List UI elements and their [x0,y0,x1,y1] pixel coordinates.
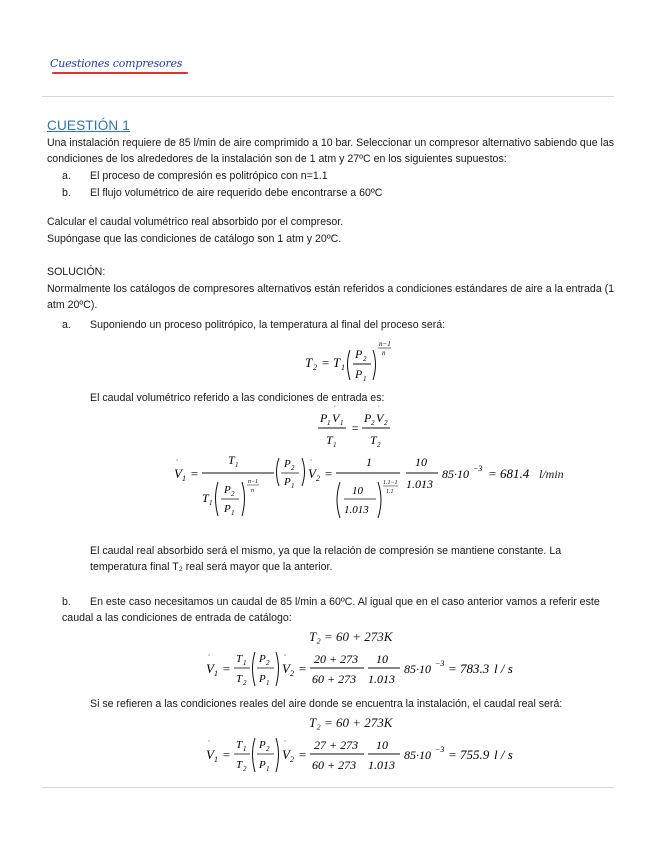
svg-text:n−1: n−1 [379,340,391,348]
equation-flow-b2 [204,732,534,783]
svg-text:T: T [228,453,235,467]
part-b-marker: b. [62,596,71,608]
svg-text:1.013: 1.013 [368,758,395,772]
eq-b1-numerator: 20 + 273 [314,652,359,666]
solution-intro: Normalmente los catálogos de compresores alternativos están referidos a condiciones estándares de aire a la entrada (1 atm 20ºC). [47,283,615,311]
eq-b2-numerator: 27 + 273 [314,738,359,752]
svg-text:1: 1 [243,745,247,753]
svg-text:T: T [236,673,243,685]
svg-text:n: n [251,488,254,494]
svg-text:P: P [259,759,266,771]
svg-text:1.1−1: 1.1−1 [383,480,398,486]
svg-text:V: V [282,661,290,676]
svg-text:=: = [488,466,497,481]
svg-text:2: 2 [313,363,317,372]
equation-t2-politropic [305,336,415,393]
solution-label: SOLUCIÓN: [47,266,106,278]
result-a-value: 681.4 [500,466,530,481]
svg-text:2: 2 [290,755,294,764]
svg-text:P: P [224,484,231,496]
svg-text:n−1: n−1 [248,479,259,485]
svg-text:V: V [376,411,384,425]
result-b2-value: 755.9 [460,747,490,762]
result-b2-unit: l / s [494,747,513,762]
svg-text:1: 1 [363,375,367,383]
svg-text:P: P [259,673,266,685]
svg-text:T: T [305,355,313,370]
svg-text:10: 10 [376,738,388,752]
svg-text:˙: ˙ [333,405,336,413]
svg-text:10: 10 [415,455,427,469]
svg-text:1.013: 1.013 [368,672,395,686]
svg-text:=: = [448,661,457,676]
svg-text:10: 10 [352,485,363,497]
svg-text:−3: −3 [473,464,483,473]
svg-text:1: 1 [291,482,295,490]
svg-text:1: 1 [214,669,218,678]
svg-text:=: = [222,747,231,762]
equation-flow-a [170,452,550,529]
svg-text:1: 1 [341,363,345,372]
bottom-divider [42,787,614,788]
part-a-conclusion: El caudal real absorbido será el mismo, ya que la relación de compresión se mantiene constante. La temperatura final T₂ real será mayor que la anterior. [90,545,562,573]
svg-text:−3: −3 [435,659,445,668]
svg-text:T: T [333,355,341,370]
equation-flow-b1 [204,646,534,697]
svg-text:1: 1 [327,419,331,427]
svg-text:2: 2 [371,419,375,427]
svg-text:10: 10 [376,652,388,666]
case-b-text: El flujo volumétrico de aire requerido debe encontrarse a 60ºC [90,187,383,199]
case-b [62,186,617,202]
svg-text:1: 1 [340,419,344,427]
svg-text:V: V [206,747,214,762]
svg-text:˙: ˙ [283,653,286,663]
svg-text:2: 2 [243,679,247,687]
case-b-marker: b. [62,187,71,199]
equation-ideal-gas [318,405,398,458]
svg-text:˙: ˙ [207,653,210,663]
svg-text:=: = [324,466,333,481]
svg-text:85·10: 85·10 [404,748,431,762]
svg-text:=: = [298,661,307,676]
svg-text:−3: −3 [435,745,445,754]
result-a-unit: l/min [539,467,564,481]
svg-text:P: P [355,367,363,381]
svg-text:2: 2 [231,490,235,498]
svg-text:P: P [259,653,266,665]
svg-text:2: 2 [290,669,294,678]
svg-text:=: = [351,421,360,435]
svg-text:˙: ˙ [175,458,178,468]
equation-t2-b2: T₂ = 60 + 273K [309,715,393,730]
equation-t2-b1: T₂ = 60 + 273K [309,629,393,644]
svg-text:=: = [321,355,330,370]
svg-text:V: V [332,411,340,425]
svg-text:1.013: 1.013 [344,504,369,516]
svg-text:1: 1 [214,755,218,764]
svg-text:T: T [370,433,377,447]
svg-text:P: P [259,739,266,751]
svg-text:85·10: 85·10 [404,662,431,676]
svg-text:T: T [236,759,243,771]
case-a-text: El proceso de compresión es politrópico con n=1.1 [90,170,328,182]
svg-text:˙: ˙ [309,458,312,468]
result-b1-unit: l / s [494,661,513,676]
part-b-text2: Si se refieren a las condiciones reales del aire donde se encuentra la instalación, el caudal real será: [90,698,563,710]
svg-text:2: 2 [363,355,367,363]
intro-paragraph: Una instalación requiere de 85 l/min de aire comprimido a 10 bar. Seleccionar un compresor alternativo sabiendo que las condiciones de los alrededores de la instalación son de 1 atm y 27ºC en los siguientes supuestos: [47,137,615,165]
part-a [62,318,617,334]
handwritten-heading: Cuestiones compresores [50,57,183,70]
result-b1-value: 783.3 [460,661,490,676]
svg-text:˙: ˙ [207,739,210,749]
svg-text:1: 1 [333,441,337,449]
svg-text:60 + 273: 60 + 273 [312,672,357,686]
svg-text:1: 1 [243,659,247,667]
question-title: CUESTIÓN 1 [47,118,131,133]
svg-text:˙: ˙ [377,405,380,413]
task-line-2: Supóngase que las condiciones de catálogo son 1 atm y 20ºC. [47,233,342,245]
svg-text:1.013: 1.013 [406,477,433,491]
svg-text:V: V [206,661,214,676]
svg-text:2: 2 [243,765,247,773]
svg-text:1: 1 [231,509,235,517]
top-divider [42,96,614,97]
svg-text:2: 2 [377,441,381,449]
svg-text:1: 1 [366,455,372,469]
svg-text:=: = [222,661,231,676]
case-a [62,169,617,185]
svg-text:T: T [326,433,333,447]
heading-underline [52,72,188,74]
svg-text:2: 2 [266,659,270,667]
svg-text:=: = [298,747,307,762]
part-b [62,595,617,626]
svg-text:60 + 273: 60 + 273 [312,758,357,772]
svg-text:1: 1 [266,679,270,687]
svg-text:P: P [320,411,328,425]
svg-text:n: n [382,349,386,357]
svg-text:1.1: 1.1 [386,489,394,495]
svg-text:P: P [364,411,372,425]
svg-text:T: T [236,739,243,751]
svg-text:2: 2 [291,464,295,472]
svg-text:P: P [355,347,363,361]
svg-text:P: P [284,458,291,470]
svg-text:V: V [282,747,290,762]
part-b-text: En este caso necesitamos un caudal de 85 l/min a 60ºC. Al igual que en el caso anterior vamos a referir este caudal a las condiciones de entrada de catálogo: [62,596,600,624]
svg-text:=: = [448,747,457,762]
svg-text:2: 2 [316,474,320,483]
svg-text:85·10: 85·10 [442,467,469,481]
svg-text:T: T [236,653,243,665]
svg-text:2: 2 [384,419,388,427]
part-a-text2: El caudal volumétrico referido a las condiciones de entrada es: [90,392,385,404]
case-a-marker: a. [62,170,71,182]
svg-text:1: 1 [182,474,186,483]
svg-text:2: 2 [266,745,270,753]
svg-text:1: 1 [209,499,213,507]
svg-text:P: P [224,503,231,515]
svg-text:1: 1 [266,765,270,773]
svg-text:T: T [202,491,209,505]
svg-text:˙: ˙ [283,739,286,749]
svg-text:1: 1 [235,461,239,469]
part-a-text: Suponiendo un proceso politrópico, la temperatura al final del proceso será: [90,319,446,331]
svg-text:=: = [190,466,199,481]
svg-text:P: P [284,476,291,488]
part-a-marker: a. [62,319,71,331]
svg-text:V: V [308,466,316,481]
task-line-1: Calcular el caudal volumétrico real absorbido por el compresor. [47,216,344,228]
svg-text:V: V [174,466,182,481]
